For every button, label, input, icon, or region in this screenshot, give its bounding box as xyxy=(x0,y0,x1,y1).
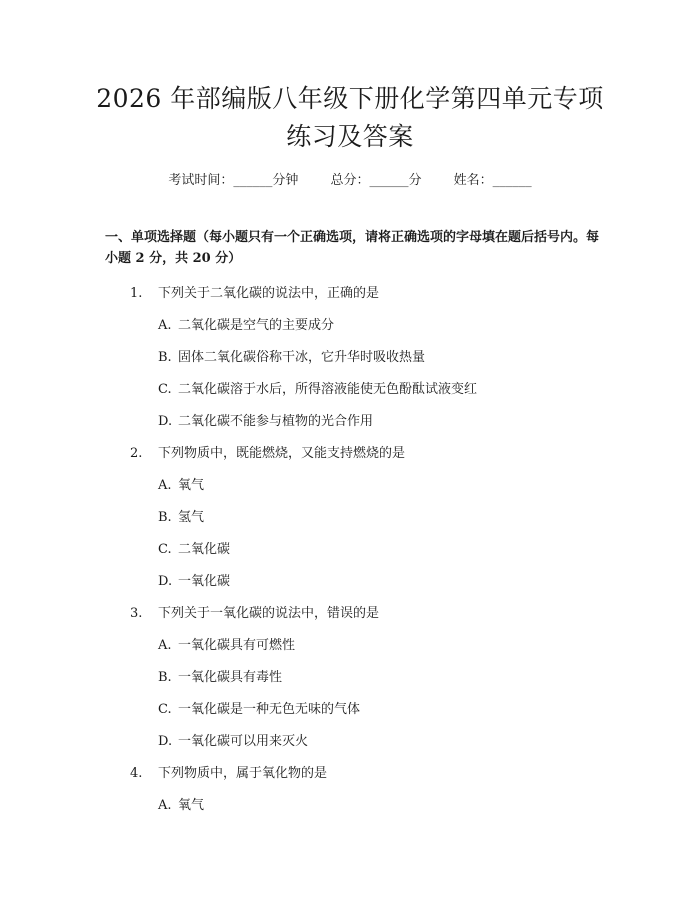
option-2c xyxy=(158,538,230,557)
option-3b xyxy=(158,666,282,685)
option-text: 一氧化碳具有可燃性 xyxy=(178,638,296,653)
option-letter: C. xyxy=(158,542,172,557)
question-4 xyxy=(130,762,327,781)
option-2b xyxy=(158,506,204,525)
question-number: 1. xyxy=(130,286,143,301)
option-text: 一氧化碳 xyxy=(178,574,231,589)
option-text: 一氧化碳可以用来灭火 xyxy=(178,734,309,749)
title-line-1: 2026 年部编版八年级下册化学第四单元专项 xyxy=(96,84,604,113)
option-3c xyxy=(158,698,360,717)
option-2a xyxy=(158,474,204,493)
option-text: 二氧化碳溶于水后，所得溶液能使无色酚酞试液变红 xyxy=(178,382,478,397)
option-letter: D. xyxy=(158,414,173,429)
document-title xyxy=(60,80,640,156)
question-number: 2. xyxy=(130,446,143,461)
option-1d xyxy=(158,410,373,429)
option-letter: A. xyxy=(158,798,172,813)
question-1 xyxy=(130,282,379,301)
question-text: 下列关于一氧化碳的说法中，错误的是 xyxy=(158,606,380,621)
option-3d xyxy=(158,730,308,749)
option-letter: D. xyxy=(158,734,173,749)
option-text: 一氧化碳是一种无色无味的气体 xyxy=(178,702,361,717)
option-letter: A. xyxy=(158,478,172,493)
option-letter: D. xyxy=(158,574,173,589)
option-1c xyxy=(158,378,477,397)
option-1a xyxy=(158,314,334,333)
option-text: 一氧化碳具有毒性 xyxy=(178,670,283,685)
option-text: 氢气 xyxy=(178,510,205,525)
option-1b xyxy=(158,346,425,365)
option-3a xyxy=(158,634,295,653)
exam-meta xyxy=(0,169,700,188)
option-letter: A. xyxy=(158,318,172,333)
exam-time-field: 考试时间：______分钟 xyxy=(168,173,299,188)
option-letter: B. xyxy=(158,510,172,525)
question-number: 4. xyxy=(130,766,143,781)
option-text: 二氧化碳不能参与植物的光合作用 xyxy=(178,414,374,429)
question-2 xyxy=(130,442,405,461)
option-letter: B. xyxy=(158,670,172,685)
option-text: 氧气 xyxy=(178,798,205,813)
option-text: 固体二氧化碳俗称干冰，它升华时吸收热量 xyxy=(178,350,426,365)
question-3 xyxy=(130,602,379,621)
option-letter: B. xyxy=(158,350,172,365)
section-heading: 一、单项选择题（每小题只有一个正确选项，请将正确选项的字母填在题后括号内。每小题 2 分，共 20 分） xyxy=(105,230,600,266)
option-text: 二氧化碳是空气的主要成分 xyxy=(178,318,335,333)
option-4a xyxy=(158,794,204,813)
question-number: 3. xyxy=(130,606,143,621)
option-text: 二氧化碳 xyxy=(178,542,231,557)
option-letter: C. xyxy=(158,382,172,397)
question-text: 下列关于二氧化碳的说法中，正确的是 xyxy=(158,286,380,301)
student-name-field: 姓名：______ xyxy=(453,173,532,188)
option-letter: A. xyxy=(158,638,172,653)
total-score-field: 总分：______分 xyxy=(330,173,422,188)
title-line-2: 练习及答案 xyxy=(286,122,414,151)
question-text: 下列物质中，既能燃烧，又能支持燃烧的是 xyxy=(158,446,406,461)
question-text: 下列物质中，属于氧化物的是 xyxy=(158,766,328,781)
option-letter: C. xyxy=(158,702,172,717)
option-2d xyxy=(158,570,230,589)
option-text: 氧气 xyxy=(178,478,205,493)
